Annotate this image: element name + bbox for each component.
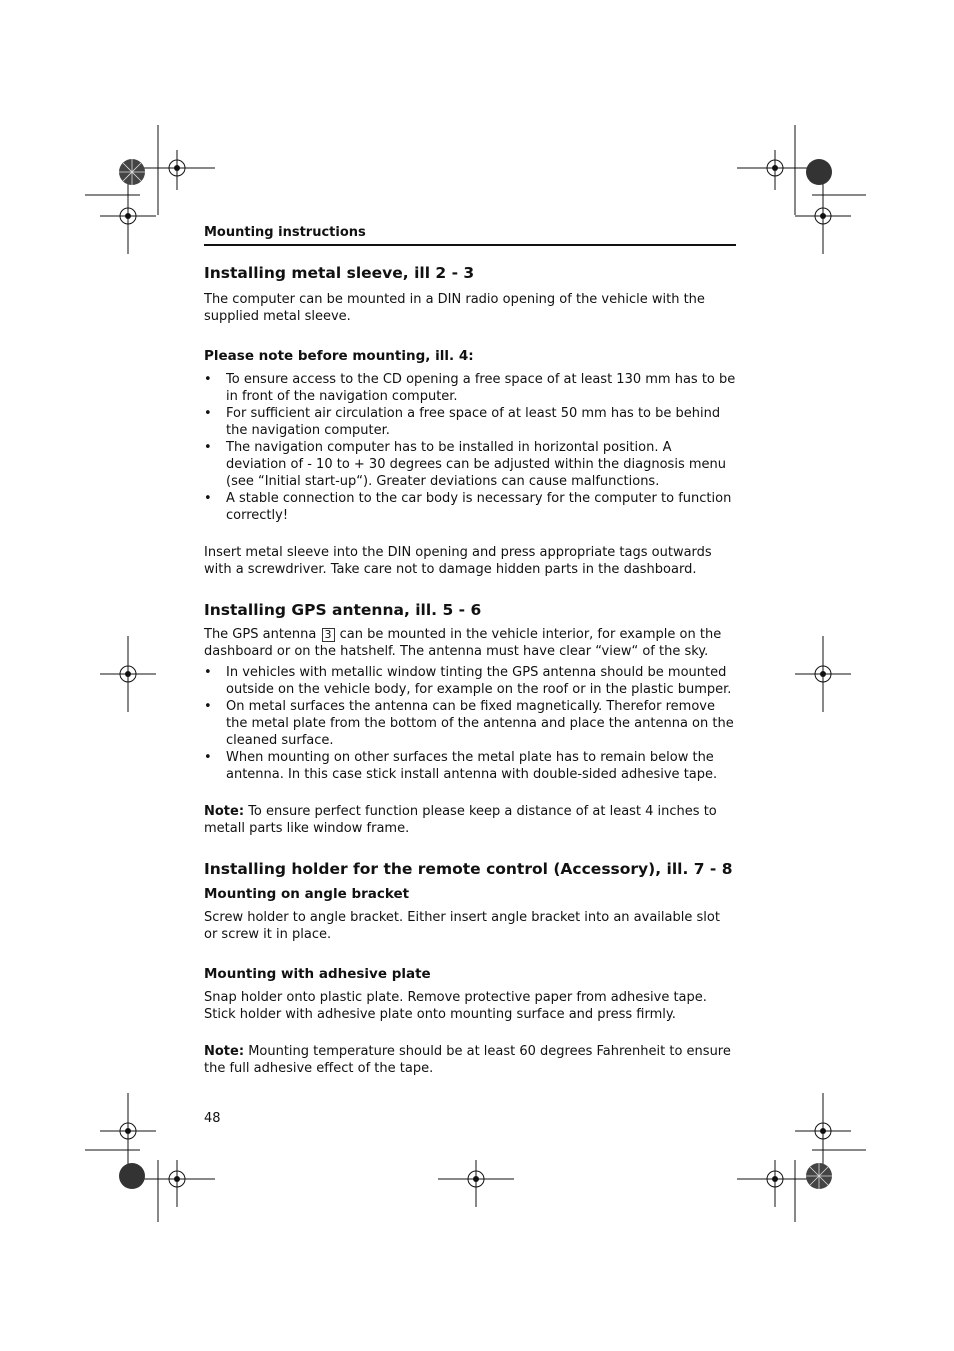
gps-intro-before: The GPS antenna xyxy=(204,627,317,642)
note-text: To ensure perfect function please keep a distance of at least 4 inches to metall parts like window frame. xyxy=(204,804,717,836)
angle-bracket-subheading: Mounting on angle bracket xyxy=(204,886,410,902)
adhesive-plate-subheading: Mounting with adhesive plate xyxy=(204,966,431,982)
running-head: Mounting instructions xyxy=(204,224,736,246)
section-heading-remote-holder: Installing holder for the remote control (Accessory), ill. 7 - 8 xyxy=(204,860,733,878)
list-item: • For sufficient air circulation a free space of at least 50 mm has to be behind the navigation computer. xyxy=(204,405,736,439)
list-item: • A stable connection to the car body is necessary for the computer to function correctly! xyxy=(204,490,736,524)
note-text: Mounting temperature should be at least 60 degrees Fahrenheit to ensure the full adhesive effect of the tape. xyxy=(204,1044,731,1076)
gps-antenna-note xyxy=(204,803,736,837)
list-item: • To ensure access to the CD opening a free space of at least 130 mm has to be in front of the navigation computer. xyxy=(204,371,736,405)
figure-callout-number: 3 xyxy=(322,628,335,642)
metal-sleeve-intro: The computer can be mounted in a DIN radio opening of the vehicle with the supplied metal sleeve. xyxy=(204,292,705,324)
page-number: 48 xyxy=(204,1111,221,1126)
gps-antenna-list xyxy=(204,664,736,783)
metal-sleeve-outro: Insert metal sleeve into the DIN opening and press appropriate tags outwards with a screwdriver. Take care not to damage hidden parts in the dashboard. xyxy=(204,545,712,577)
gps-antenna-intro xyxy=(204,626,736,660)
angle-bracket-text: Screw holder to angle bracket. Either insert angle bracket into an available slot or screw it in place. xyxy=(204,910,720,942)
page-content xyxy=(204,224,736,1077)
note-label: Note: xyxy=(204,1044,245,1059)
list-item: • The navigation computer has to be installed in horizontal position. A deviation of - 10 to + 30 degrees can be adjusted within the diagnosis menu (see “Initial start-up“). Greater deviations can cause malfunctions. xyxy=(204,439,736,490)
list-item: • In vehicles with metallic window tinting the GPS antenna should be mounted outside on the vehicle body, for example on the roof or in the plastic bumper. xyxy=(204,664,736,698)
before-mounting-subheading: Please note before mounting, ill. 4: xyxy=(204,348,474,364)
note-label: Note: xyxy=(204,804,245,819)
before-mounting-list xyxy=(204,371,736,524)
list-item: • When mounting on other surfaces the metal plate has to remain below the antenna. In this case stick install antenna with double-sided adhesive tape. xyxy=(204,749,736,783)
gps-intro-after: can be mounted in the vehicle interior, for example on the dashboard or on the hatshelf. The antenna must have clear “view“ of the sky. xyxy=(204,627,722,659)
section-heading-metal-sleeve: Installing metal sleeve, ill 2 - 3 xyxy=(204,264,475,282)
mounting-temperature-note xyxy=(204,1043,736,1077)
section-heading-gps-antenna: Installing GPS antenna, ill. 5 - 6 xyxy=(204,601,482,619)
list-item: • On metal surfaces the antenna can be fixed magnetically. Therefor remove the metal plate from the bottom of the antenna and place the antenna on the cleaned surface. xyxy=(204,698,736,749)
adhesive-plate-text: Snap holder onto plastic plate. Remove protective paper from adhesive tape. Stick holder with adhesive plate onto mounting surface and press firmly. xyxy=(204,990,707,1022)
